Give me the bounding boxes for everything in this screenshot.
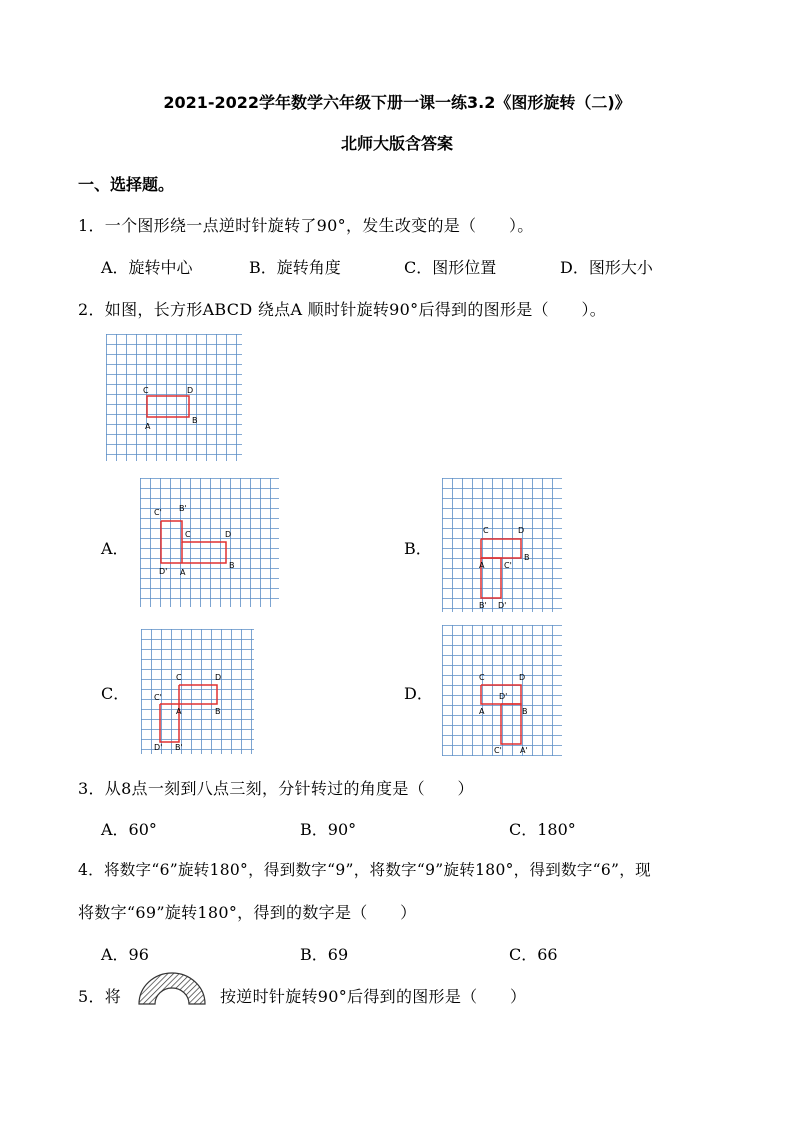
label-b: B [192,416,198,425]
label-a-prime: A' [520,746,528,755]
label-d-prime: D' [498,601,507,610]
document-subtitle: 北师大版含答案 [340,134,453,153]
label-d: D [215,673,222,682]
label-c: C [143,386,149,395]
question-5-text: 按逆时针旋转90°后得到的图形是（ ） [220,987,527,1006]
document-title: 2021-2022学年数学六年级下册一课一练3.2《图形旋转（二)》 [163,93,631,112]
q2-option-c[interactable]: C． [101,684,130,703]
question-5-prefix: 5．将 [78,987,122,1006]
label-a: A [479,561,485,570]
q4-option-a[interactable]: A．96 [101,945,149,964]
question-4-line-2: 将数字“69”旋转180°，得到的数字是（ ） [78,903,417,922]
grid-lines [442,625,562,756]
label-b-prime: B' [179,504,187,513]
question-4-line-1: 4．将数字“6”旋转180°，得到数字“9”，将数字“9”旋转180°，得到数字“6”，现 [78,861,651,879]
q3-option-a[interactable]: A．60° [101,820,157,839]
label-d: D [518,526,525,535]
q4-option-b[interactable]: B．69 [300,945,349,964]
grid-lines [141,629,254,754]
label-c-prime: C' [154,508,162,517]
question-1: 1．一个图形绕一点逆时针旋转了90°，发生改变的是（ ）。 [78,216,534,235]
q2-option-a-figure[interactable] [140,478,279,607]
label-c: C [479,673,485,682]
question-2: 2．如图，长方形ABCD 绕点A 顺时针旋转90°后得到的图形是（ ）。 [78,300,607,319]
label-a: A [145,422,151,431]
grid-lines [106,334,242,461]
grid-lines [442,478,562,612]
q4-option-c[interactable]: C．66 [509,945,558,964]
label-b-prime: B' [175,743,183,752]
label-d-prime: D' [159,567,168,576]
label-d: D [187,386,194,395]
q1-option-a[interactable]: A．旋转中心 [101,258,193,277]
question-3: 3．从8点一刻到八点三刻，分针转过的角度是（ ） [78,779,474,798]
label-c-prime: C' [504,561,512,570]
hatched-arch-shape [137,970,207,1006]
label-c: C [483,526,489,535]
label-d-prime: D' [154,743,163,752]
section-heading: 一、选择题。 [78,175,175,194]
q2-option-b[interactable]: B． [404,539,432,558]
label-c-prime: C' [494,746,502,755]
label-b: B [522,707,528,716]
q2-main-grid-figure [106,334,242,461]
label-b: B [524,553,530,562]
label-a: A [479,707,485,716]
label-d: D [225,530,232,539]
label-d: D [519,673,526,682]
label-b: B [229,561,235,570]
q3-option-b[interactable]: B．90° [300,820,357,839]
label-c: C [176,673,182,682]
q1-option-d[interactable]: D．图形大小 [560,258,653,277]
label-b-prime: B' [479,601,487,610]
label-c: C [185,530,191,539]
q2-option-d[interactable]: D． [404,684,433,703]
q2-option-a[interactable]: A． [101,539,129,558]
label-b: B [215,707,221,716]
q3-option-c[interactable]: C．180° [509,820,576,839]
label-c-prime: C' [154,693,162,702]
rectangle-abcd [147,396,189,417]
q2-option-c-figure[interactable] [141,629,254,754]
q2-option-b-figure[interactable] [442,478,562,612]
rotated-shape [501,704,521,744]
q1-option-b[interactable]: B．旋转角度 [249,258,341,277]
label-a: A [180,568,186,577]
label-d-prime: D' [499,692,508,701]
label-a: A [176,707,182,716]
q2-option-d-figure[interactable] [442,625,562,756]
q1-option-c[interactable]: C．图形位置 [404,258,497,277]
